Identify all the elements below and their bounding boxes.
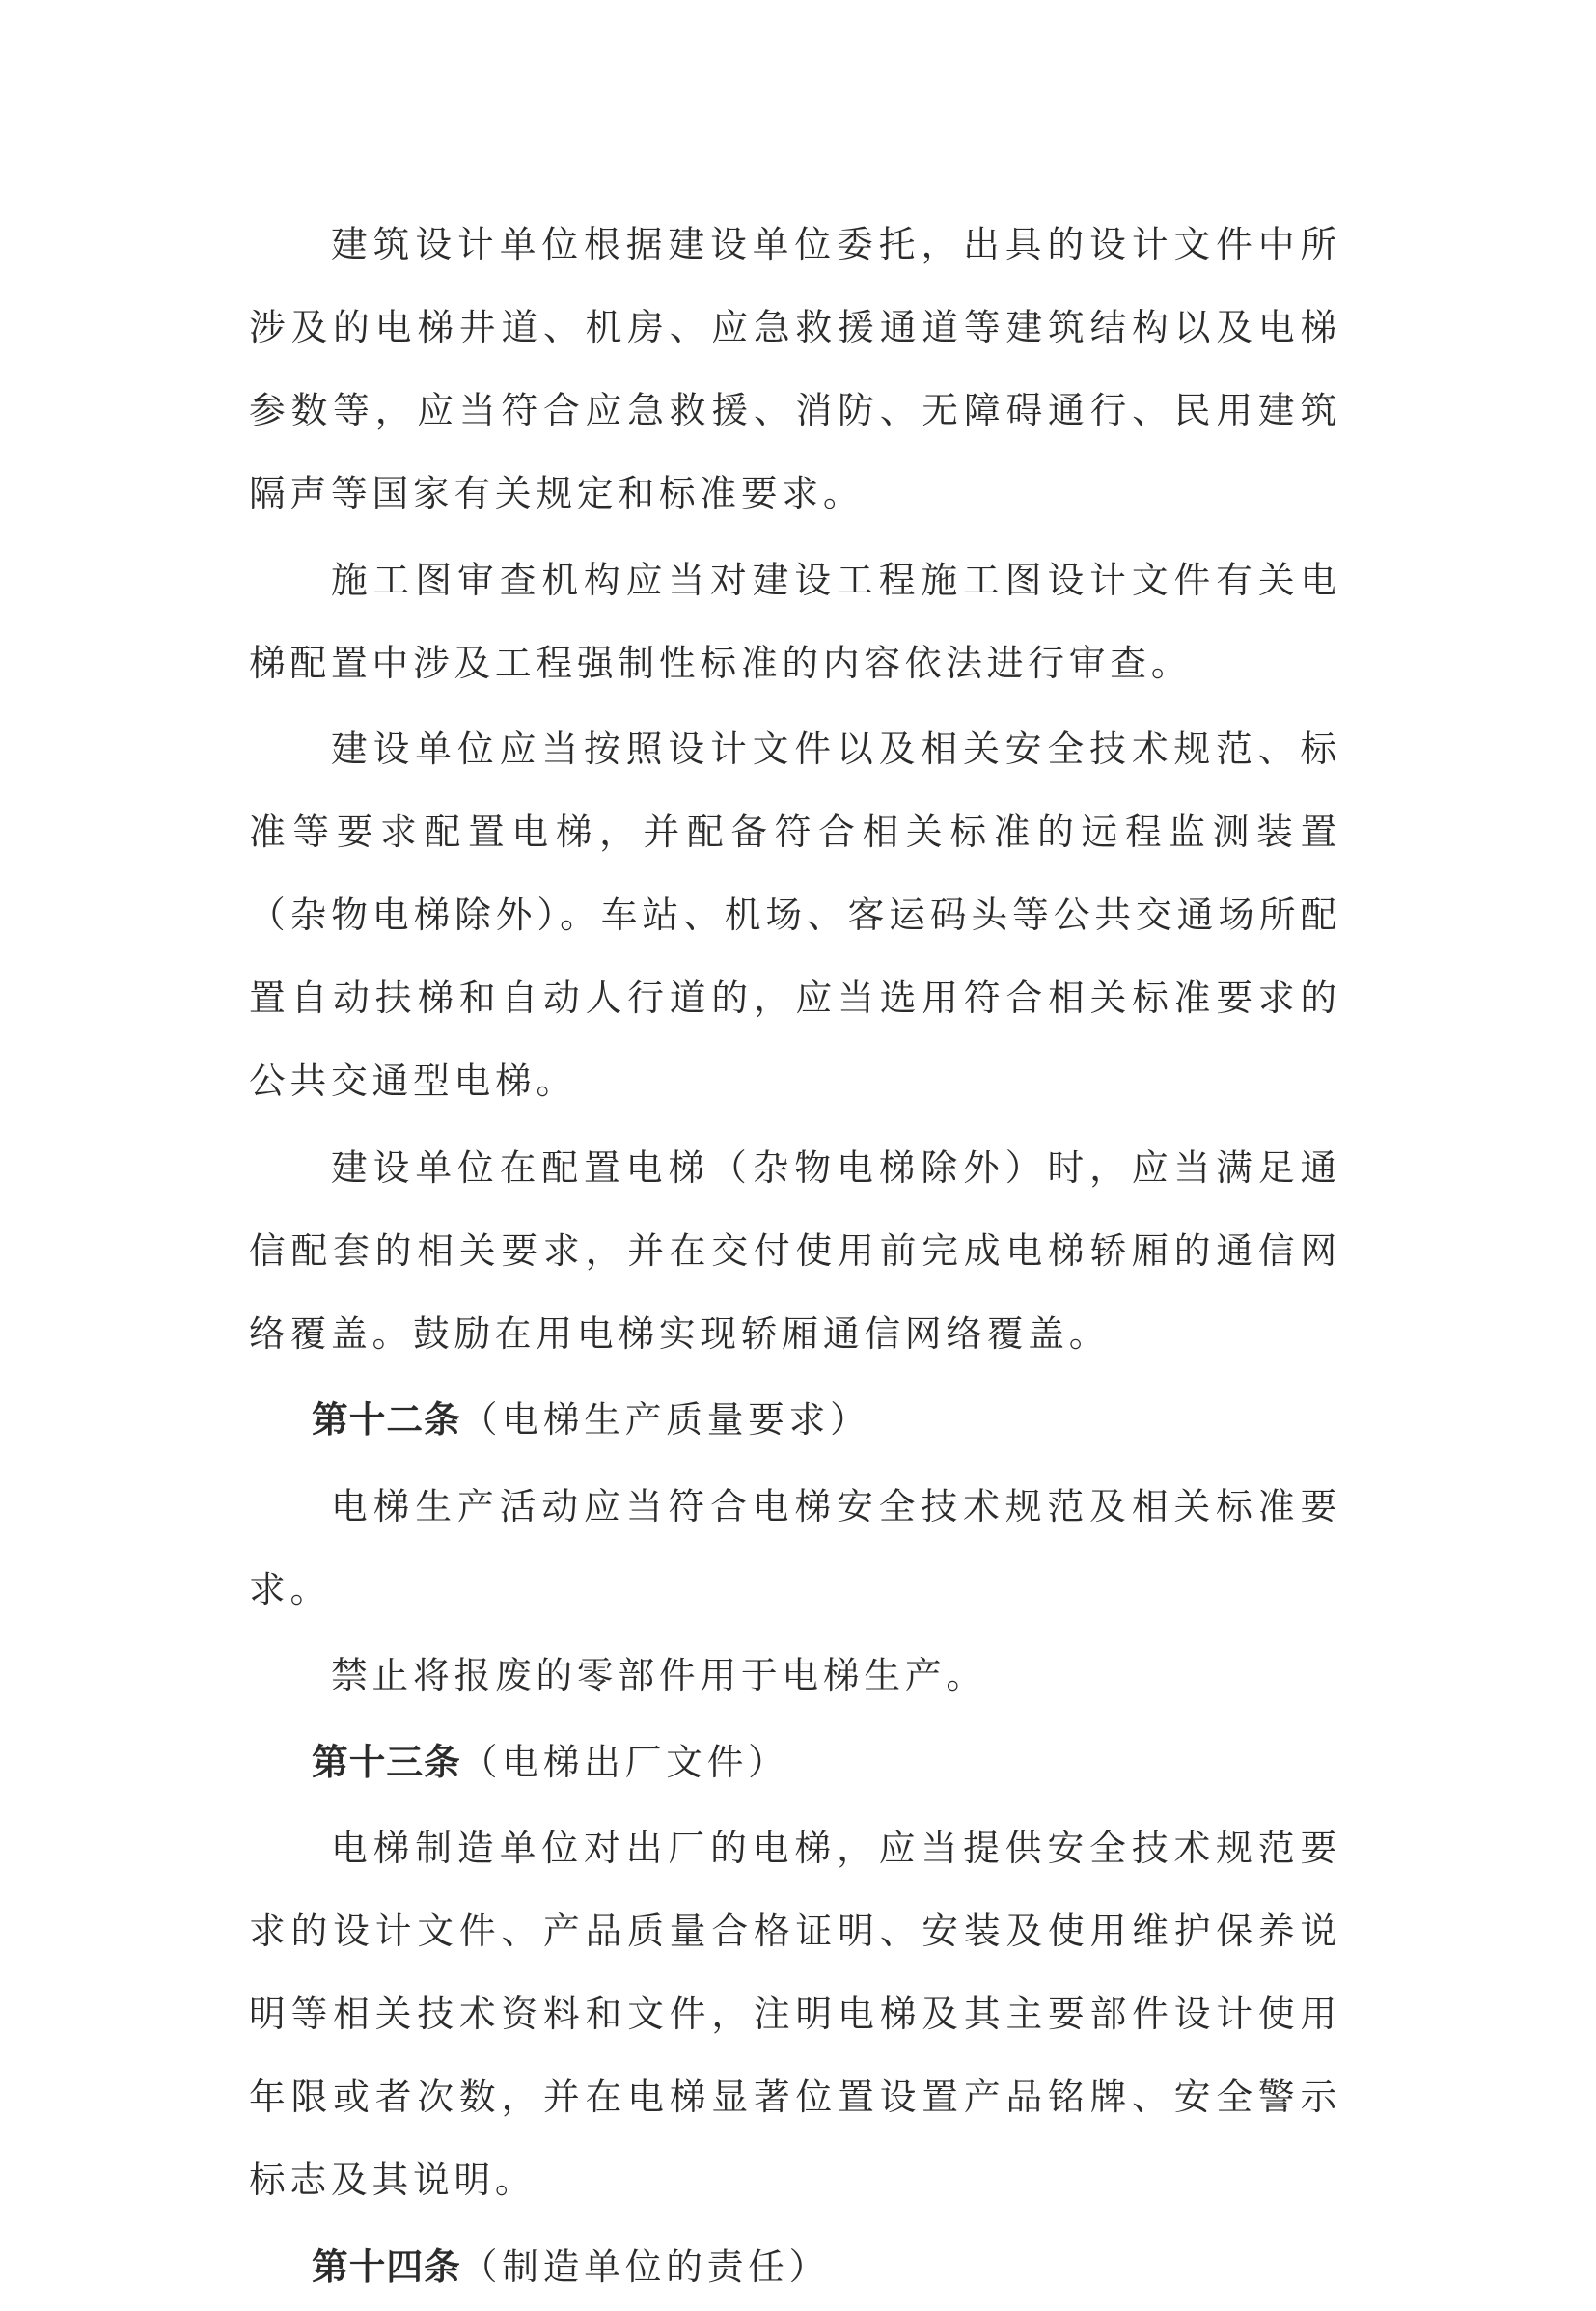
paragraph-production-standards: 电梯生产活动应当符合电梯安全技术规范及相关标准要求。 xyxy=(249,1484,1341,1610)
article-13-heading xyxy=(249,1720,1341,1803)
article-13-number: 第十三条 xyxy=(312,1740,461,1783)
document-page xyxy=(249,203,1341,2311)
article-12-title: （电梯生产质量要求） xyxy=(460,1398,871,1441)
paragraph-elevator-configuration: 建设单位应当按照设计文件以及相关安全技术规范、标准等要求配置电梯，并配备符合相关标准的远程监测装置（杂物电梯除外）。车站、机场、客运码头等公共交通场所配置自动扶梯和自动人行道的，应当选用符合相关标准要求的公共交通型电梯。 xyxy=(249,728,1341,1102)
paragraph-drawing-review: 施工图审查机构应当对建设工程施工图设计文件有关电梯配置中涉及工程强制性标准的内容依法进行审查。 xyxy=(249,558,1341,684)
article-12-number: 第十二条 xyxy=(312,1398,461,1441)
article-14-heading xyxy=(249,2225,1341,2308)
paragraph-factory-documents: 电梯制造单位对出厂的电梯，应当提供安全技术规范要求的设计文件、产品质量合格证明、安装及使用维护保养说明等相关技术资料和文件，注明电梯及其主要部件设计使用年限或者次数，并在电梯显著位置设置产品铭牌、安全警示标志及其说明。 xyxy=(249,1827,1341,2201)
paragraph-design-requirements: 建筑设计单位根据建设单位委托，出具的设计文件中所涉及的电梯井道、机房、应急救援通道等建筑结构以及电梯参数等，应当符合应急救援、消防、无障碍通行、民用建筑隔声等国家有关规定和标准要求。 xyxy=(249,223,1341,514)
paragraph-communication-coverage: 建设单位在配置电梯（杂物电梯除外）时，应当满足通信配套的相关要求，并在交付使用前完成电梯轿厢的通信网络覆盖。鼓励在用电梯实现轿厢通信网络覆盖。 xyxy=(249,1145,1341,1355)
article-12-heading xyxy=(249,1378,1341,1461)
article-13-title: （电梯出厂文件） xyxy=(460,1740,789,1783)
article-14-number: 第十四条 xyxy=(312,2244,461,2288)
article-14-title: （制造单位的责任） xyxy=(460,2244,831,2288)
paragraph-scrapped-parts: 禁止将报废的零部件用于电梯生产。 xyxy=(331,1654,987,1696)
